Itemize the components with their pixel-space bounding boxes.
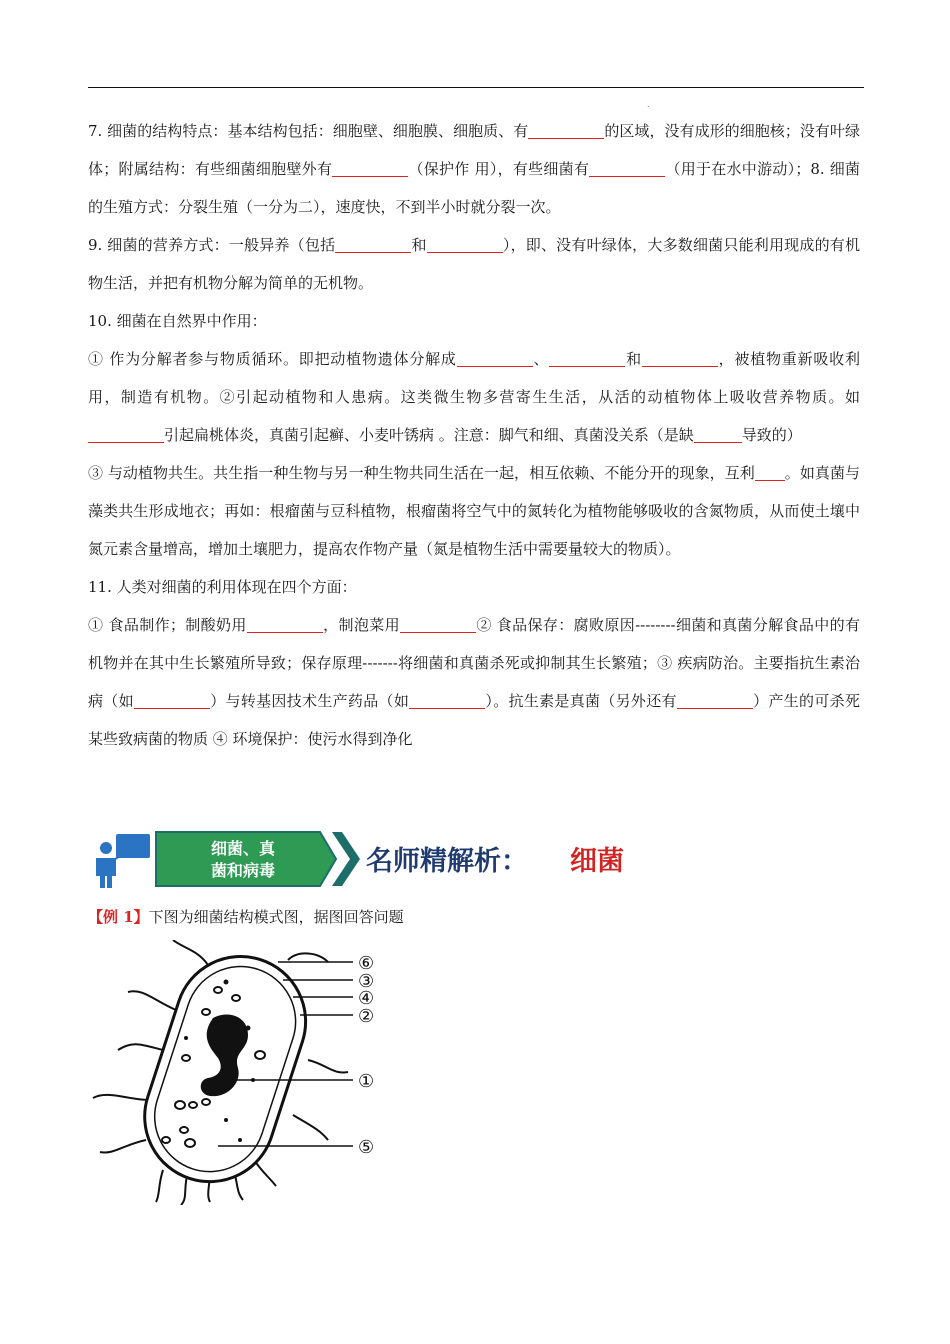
- label-1: ①: [358, 1071, 375, 1092]
- teacher-icon: [96, 834, 150, 888]
- answer-blank[interactable]: [134, 692, 210, 709]
- paragraph-10-title: 10. 细菌在自然界中作用：: [88, 312, 267, 330]
- label-2: ②: [358, 1006, 375, 1027]
- answer-blank[interactable]: [88, 426, 164, 443]
- label-4: ④: [358, 988, 375, 1009]
- example-heading: [88, 905, 404, 929]
- answer-blank[interactable]: [335, 236, 411, 253]
- answer-blank[interactable]: [409, 692, 485, 709]
- label-3: ③: [358, 971, 375, 992]
- example-tag: 【例 1】: [88, 908, 149, 926]
- answer-blank[interactable]: [427, 236, 503, 253]
- header-rule: [88, 87, 864, 88]
- answer-blank[interactable]: [400, 616, 476, 633]
- paragraph-9: 9. 细菌的营养方式：一般异养（包括 和 ），即、没有叶绿体，大多数细菌只能利用现成的有机物生活，并把有机物分解为简单的无机物。: [88, 236, 860, 292]
- paragraph-10a: ① 作为分解者参与物质循环。即把动植物遗体分解成 、 和 ，被植物重新吸收利用，制造有机物。②引起动植物和人患病。这类微生物多营寄生生活，从活的动植物体上吸收营养物质。如引起扁桃体炎，真菌引起癣、小麦叶锈病 。注意：脚气和细、真菌没关系（是缺 导致的）: [88, 350, 860, 444]
- answer-blank[interactable]: [247, 616, 323, 633]
- banner-box-line1: 细菌、真: [210, 839, 276, 858]
- answer-blank[interactable]: [677, 692, 753, 709]
- banner-box-line2: 菌和病毒: [210, 861, 276, 880]
- banner-heading-topic: 细菌: [570, 846, 624, 877]
- answer-blank[interactable]: [332, 160, 408, 177]
- content-body: [88, 112, 860, 758]
- paragraph-10b: ③ 与动植物共生。共生指一种生物与另一种生物共同生活在一起，相互依赖、不能分开的现象，互利 。如真菌与藻类共生形成地衣；再如：根瘤菌与豆科植物，根瘤菌将空气中的氮转化为植物能够吸收的含氮物质，从而使土壤中氮元素含量增高，增加土壤肥力，提高农作物产量（氮是植物生活中需要量较大的物质）。: [88, 464, 860, 558]
- banner-heading-prefix: 名师精解析：: [366, 846, 528, 877]
- answer-blank[interactable]: [694, 426, 742, 443]
- header-dot: .: [647, 100, 650, 109]
- answer-blank[interactable]: [549, 350, 625, 367]
- label-6: ⑥: [358, 953, 375, 974]
- example-text: 下图为细菌结构模式图，据图回答问题: [148, 908, 404, 926]
- bacteria-diagram: [88, 940, 398, 1205]
- answer-blank[interactable]: [755, 464, 785, 481]
- answer-blank[interactable]: [589, 160, 665, 177]
- answer-blank[interactable]: [528, 122, 604, 139]
- paragraph-7: 7. 细菌的结构特点：基本结构包括：细胞壁、细胞膜、细胞质、有 的区域，没有成形的细胞核；没有叶绿体；附属结构：有些细菌细胞壁外有 （保护作 用），有些细菌有 （用于在水中游动）；8. 细菌的生殖方式：分裂生殖（一分为二），速度快，不到半小时就分裂一次。: [88, 122, 860, 216]
- answer-blank[interactable]: [642, 350, 718, 367]
- paragraph-11: ① 食品制作；制酸奶用 ，制泡菜用 ② 食品保存：腐败原因--------细菌和真菌分解食品中的有机物并在其中生长繁殖所导致；保存原理-------将细菌和真菌杀死或抑制其生长繁殖；③ 疾病防治。主要指抗生素治病（如 ）与转基因技术生产药品（如 ）。抗生素是真菌（另外还有 ）产生的可杀死某些致病菌的物质 ④ 环境保护：使污水得到净化: [88, 616, 860, 748]
- label-5: ⑤: [358, 1137, 375, 1158]
- answer-blank[interactable]: [457, 350, 533, 367]
- section-banner: [88, 828, 648, 890]
- paragraph-11-title: 11. 人类对细菌的利用体现在四个方面：: [88, 578, 357, 596]
